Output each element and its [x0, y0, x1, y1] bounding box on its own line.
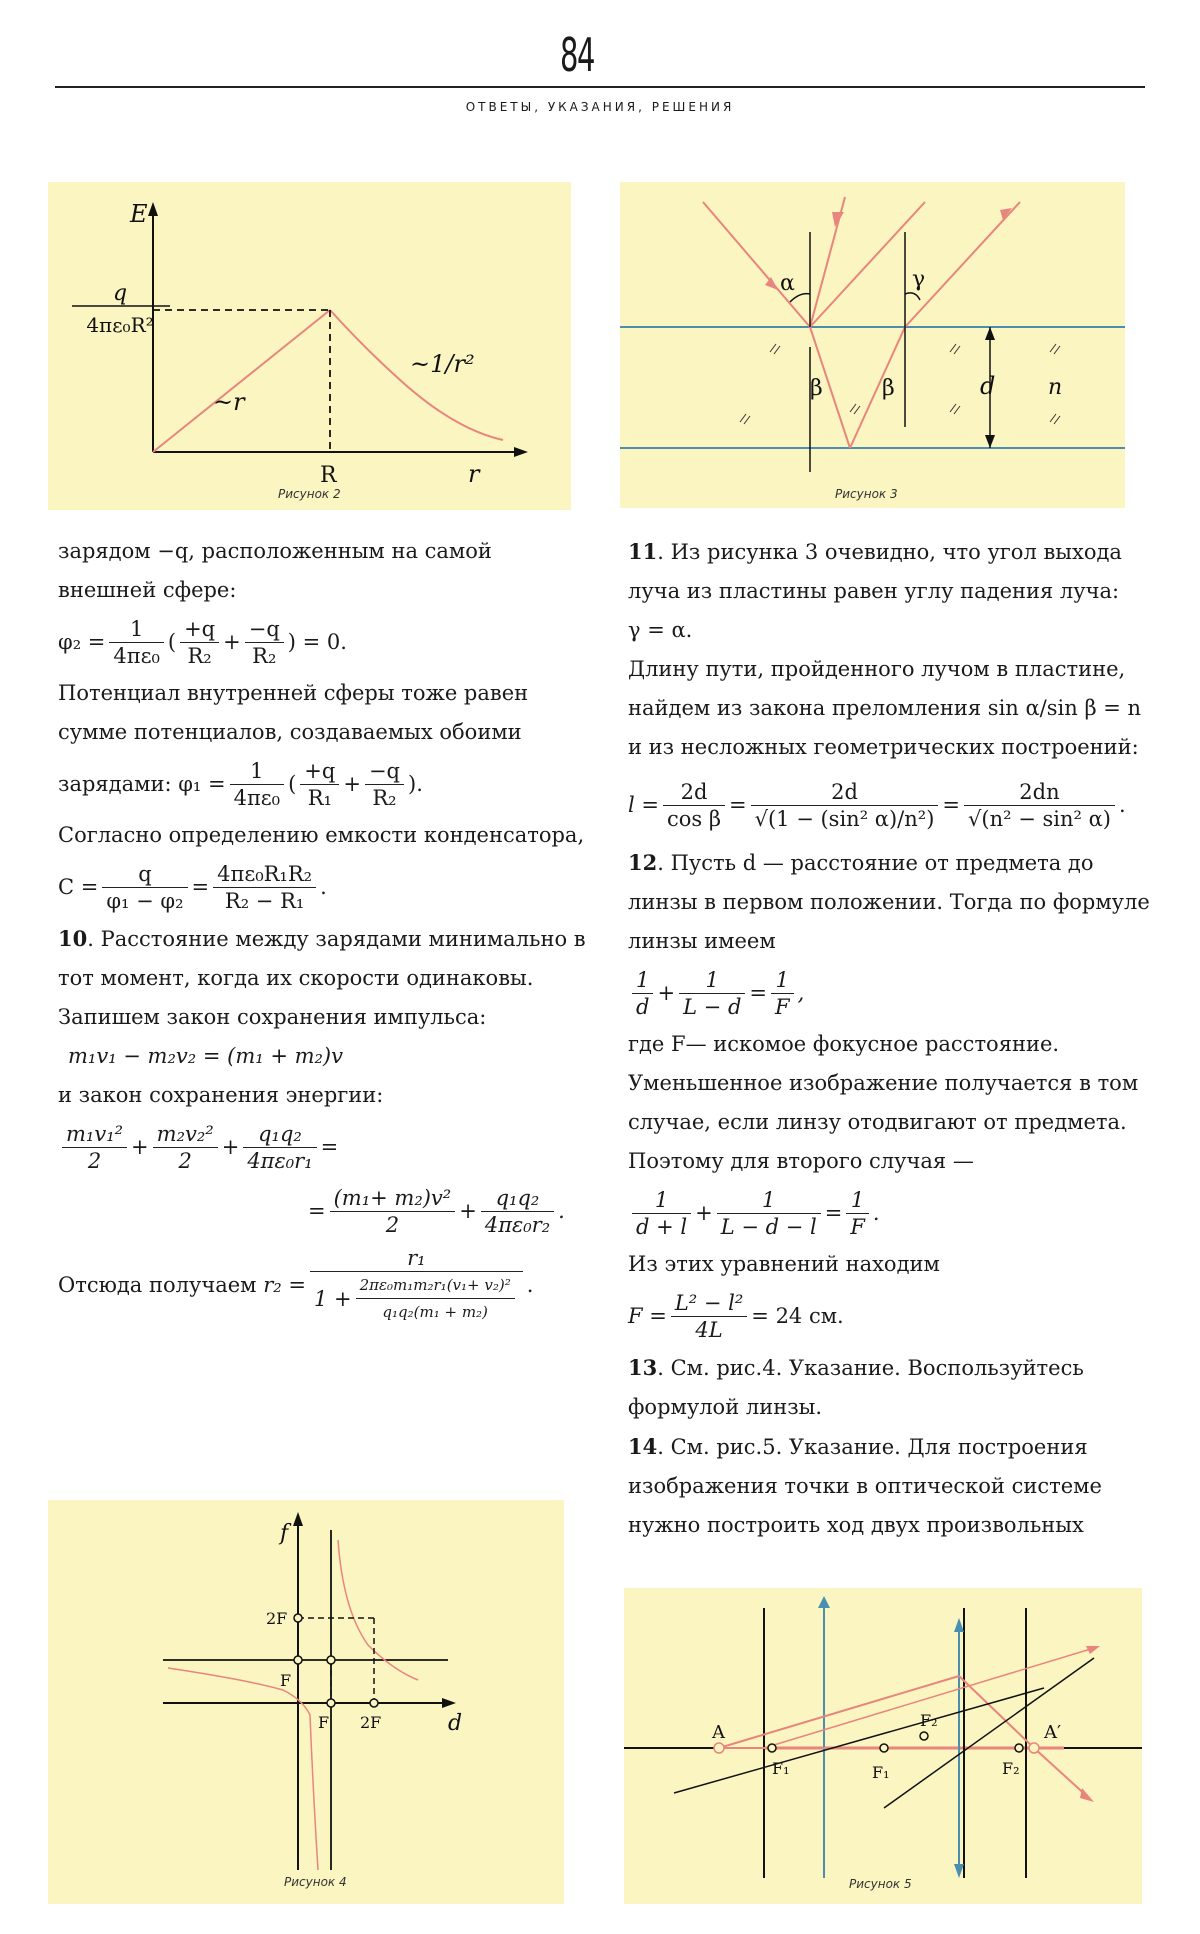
paragraph: зарядом −q, расположенным на самой внешней сфере:: [58, 539, 492, 602]
figure-2: [48, 182, 571, 510]
equation-F: F = $\frac{\text{L² − l²}}{4L}$ = 24 см.: [628, 1290, 844, 1342]
left-column: [58, 532, 588, 1327]
fig5-F2-top: F₂: [920, 1711, 938, 1730]
paragraph: Потенциал внутренней сферы тоже равен сумме потенциалов, создаваемых обоими: [58, 681, 529, 744]
equation-lens-2: $\frac{1}{d + l}$ + $\frac{1}{L - d - l}$ = $\frac{1}{F}$ .: [628, 1181, 1158, 1245]
header-rule: [55, 86, 1145, 88]
fig2-peak-den: 4πε₀R²: [86, 313, 154, 337]
fig3-d: d: [980, 372, 996, 400]
fig3-alpha: α: [780, 271, 795, 296]
fig3-beta-left: β: [810, 376, 823, 401]
paragraph-13: 13. См. рис.4. Указание. Воспользуйтесь формулой линзы.: [628, 1355, 1084, 1419]
paragraph-11: 11. Из рисунка 3 очевидно, что угол выхода луча из пластины равен углу падения луча:: [628, 539, 1122, 603]
fig4-caption: Рисунок 4: [284, 1875, 347, 1889]
equation-phi2: φ₂ = $\frac{1}{\text{4πε₀}}$ ( $\frac{+q}{\text{R₂}}$ + $\frac{-q}{\text{R₂}}$ ) = 0.: [58, 616, 347, 668]
fig2-axis-x: r: [468, 460, 480, 488]
fig4-axis-y: f: [280, 1521, 289, 1546]
fig5-F1-b: F₁: [872, 1763, 890, 1782]
fig2-tick-R: R: [320, 463, 337, 488]
paragraph: и закон сохранения энергии:: [58, 1083, 384, 1107]
fig5-F2-b: F₂: [1002, 1759, 1020, 1778]
equation-l: l = $\frac{2d}{\text{cos β}}$ = $\frac{2d}{\text{√(1 − (sin² α)/n²)}}$ = $\frac{2dn}{\text{√(n² − sin² α)}}$ .: [628, 779, 1126, 831]
figure-5: [624, 1588, 1142, 1904]
paragraph-14: 14. См. рис.5. Указание. Для построения изображения точки в оптической системе нужно построить ход двух произвольных: [628, 1434, 1102, 1537]
fig2-left-label: ~r: [213, 388, 245, 416]
fig5-caption: Рисунок 5: [849, 1877, 912, 1891]
fig5-A-prime: A′: [1044, 1722, 1062, 1743]
equation-phi1: зарядами: φ₁ = $\frac{1}{\text{4πε₀}}$ ( $\frac{+q}{\text{R₁}}$ + $\frac{-q}{\text{R₂}}$ ).: [58, 758, 423, 810]
figure-3: [620, 182, 1125, 508]
fig4-x-2F: 2F: [360, 1713, 382, 1732]
fig3-beta-right: β: [882, 376, 895, 401]
equation-energy-1: $\frac{\text{m₁v₁²}}{2}$ + $\frac{\text{m₂v₂²}}{2}$ + $\frac{\text{q₁q₂}}{\text{4πε₀r₁}}$ =: [58, 1115, 588, 1179]
fig2-axis-y: E: [130, 200, 148, 228]
fig2-caption: Рисунок 2: [278, 487, 341, 501]
paragraph: где F— искомое фокусное расстояние. Уменьшенное изображение получается в том случае, если линзу отодвигают от предмета. Поэтому для второго случая —: [628, 1032, 1139, 1173]
fig5-F1-a: F₁: [772, 1759, 790, 1778]
fig4-y-2F: 2F: [266, 1609, 288, 1628]
fig4-y-F: F: [280, 1671, 292, 1690]
fig2-peak-num: q: [112, 281, 128, 306]
fig4-x-F: F: [318, 1713, 330, 1732]
equation-momentum: m₁v₁ − m₂v₂ = (m₁ + m₂)v: [68, 1044, 343, 1068]
fig4-axis-x: d: [448, 1711, 463, 1736]
equation-r2: Отсюда получаем r₂ = r₁ 1 + $\frac{\text{2πε₀m₁m₂r₁(v₁+ v₂)²}}{\text{q₁q₂(m₁ + m₂)}}$ .: [58, 1246, 534, 1321]
right-column: [628, 532, 1158, 1545]
equation-gamma: γ = α.: [628, 618, 693, 642]
paragraph: Согласно определению емкости конденсатора,: [58, 823, 585, 847]
fig5-A: A: [712, 1722, 725, 1743]
equation-energy-2: = $\frac{\text{(m₁+ m₂)v²}}{2}$ + $\frac{\text{q₁q₂}}{\text{4πε₀r₂}}$ .: [308, 1185, 565, 1237]
figure-4: [48, 1500, 564, 1904]
paragraph: Длину пути, пройденного лучом в пластине, найдем из закона преломления sin α/sin β = n и из несложных геометрических построений:: [628, 657, 1142, 759]
running-head: ОТВЕТЫ, УКАЗАНИЯ, РЕШЕНИЯ: [465, 100, 735, 114]
page-number: 84: [560, 28, 595, 82]
fig3-gamma: γ: [912, 267, 926, 292]
paragraph-12: 12. Пусть d — расстояние от предмета до линзы в первом положении. Тогда по формуле линзы имеем: [628, 850, 1150, 953]
equation-lens-1: $\frac{1}{d}$ + $\frac{1}{L - d}$ = $\frac{1}{F}$ ,: [628, 961, 1158, 1025]
fig3-n: n: [1048, 375, 1063, 400]
fig2-right-label: ~1/r²: [410, 350, 475, 378]
paragraph-10: 10. Расстояние между зарядами минимально в тот момент, когда их скорости одинаковы. Запишем закон сохранения импульса:: [58, 926, 586, 1029]
equation-C: C = $\frac{q}{\text{φ₁ − φ₂}}$ = $\frac{\text{4πε₀R₁R₂}}{\text{R₂ − R₁}}$ .: [58, 861, 327, 913]
fig3-caption: Рисунок 3: [835, 487, 898, 501]
paragraph: Из этих уравнений находим: [628, 1252, 940, 1276]
